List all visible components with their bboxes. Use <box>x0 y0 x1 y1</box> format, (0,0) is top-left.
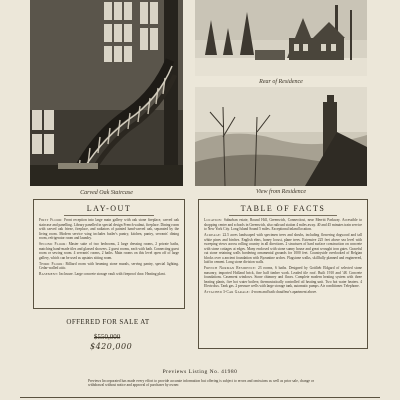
rear-residence-image <box>195 0 367 76</box>
facts-paragraph: French Norman Residence: 23 rooms, 6 baths. Designed by Gottlieb Eldgard of selected stone masonry, imported Holland brick, fine half timber work. Leaded tile roof. Built 1910 and '48. Concrete foundations. Casement windows. Stone chimney and floors. Complete modern heating system with three heating plants, five hot water boilers; thermostatically controlled oil heating unit. Two hot water heaters. 4 Electrolux. Tank gas. 2 pressure wells with large storage tank, automatic pumps. Air conditioner. Telephone. <box>204 266 362 288</box>
layout-title: LAY-OUT <box>86 204 132 213</box>
offer-price: $550,000 <box>94 333 121 341</box>
listing-number: Previews Listing No. 41980 <box>162 369 238 375</box>
disclaimer-text: Previews Incorporated has made every effort to provide accurate information but offering is subject to errors and omissions as well as prior sale, change or withdrawal without notice and approval of purchaser by owner. <box>88 379 314 388</box>
staircase-caption: Carved Oak Staircase <box>80 190 133 196</box>
layout-box <box>33 199 185 309</box>
rear-photo <box>195 0 367 76</box>
facts-paragraph: Acreage: 22.5 acres landscaped with specimen trees and shrubs, including flowering dogwood and tall white pines and birches. English elms, honey locust, plane trees. Extensive 225 feet above sea level with sweeping views across rolling country in all directions. 2 structures of hard surface construction on concrete with stone cottages at edges. Many enclosed with stone sunny house and great wrought iron gates. Graceful cut stone retaining walls bordering ornamental grounds for 1000 feet. Countryside overlooked of Belgian blocks over a ancient foundation with Byzantine arches. Flagstone walks, skillfully planned and engineered, laid in cement. Long stone division walls. <box>204 233 362 264</box>
view-caption: View from Residence <box>256 189 306 195</box>
offer-label: OFFERED FOR SALE AT <box>66 318 150 326</box>
facts-rule <box>229 215 337 216</box>
layout-paragraph: Third Floor: Billiard room with beaming stone murals, serving pantry, special lighting. Cedar-walled attic. <box>39 261 179 270</box>
facts-paragraph: Location: Suburban estate, Round Hill, Greenwich, Connecticut, near Merritt Parkway. Accessible to shopping center and schools in Greenwich, also railroad station 4 miles away. 40 and 45 minutes train service to New York City. Long Island Sound 5 miles. Exceptional inland location. <box>204 218 362 231</box>
layout-paragraph: Second Floor: Master suite of two bedrooms, 2 large dressing rooms, 2 private baths, matching hand-made tiles and glassed showers. 2 guest rooms, each with bath. Connecting guest room or sewing room. 4 servants' rooms, 2 baths. Main rooms on this level open off of large gallery, which can be used as upstairs sitting room. <box>39 242 180 260</box>
bottom-rule <box>20 397 380 398</box>
layout-rule <box>64 215 154 216</box>
layout-paragraph: Basement: Inclosure. Large concrete storage vault with fireproof door. Heating plant. <box>39 272 166 276</box>
facts-title: TABLE OF FACTS <box>240 204 326 213</box>
staircase-photo <box>30 0 183 186</box>
layout-paragraph: First Floor: Front reception into large main gallery with oak stone fireplace, carved oak staircase and panelling. Library panelled in special design French walnut, fireplace. Dining room with carved oak frieze, fireplace, and radiators of painted hand-carved oak, separated by the living room. Modern service wing includes butler's pantry, kitchen, pantry, servants' dining room, refrigerator room and laundry. <box>39 218 179 240</box>
facts-paragraph: Attached 3-Car Garage: 4-room and bath chauffeur's apartment above. <box>204 290 317 294</box>
view-residence-image <box>195 87 367 186</box>
rear-caption: Rear of Residence <box>259 79 303 85</box>
facts-box <box>198 199 368 349</box>
view-photo <box>195 87 367 186</box>
handwritten-price: $420,000 <box>90 342 133 351</box>
staircase-image <box>30 0 183 186</box>
